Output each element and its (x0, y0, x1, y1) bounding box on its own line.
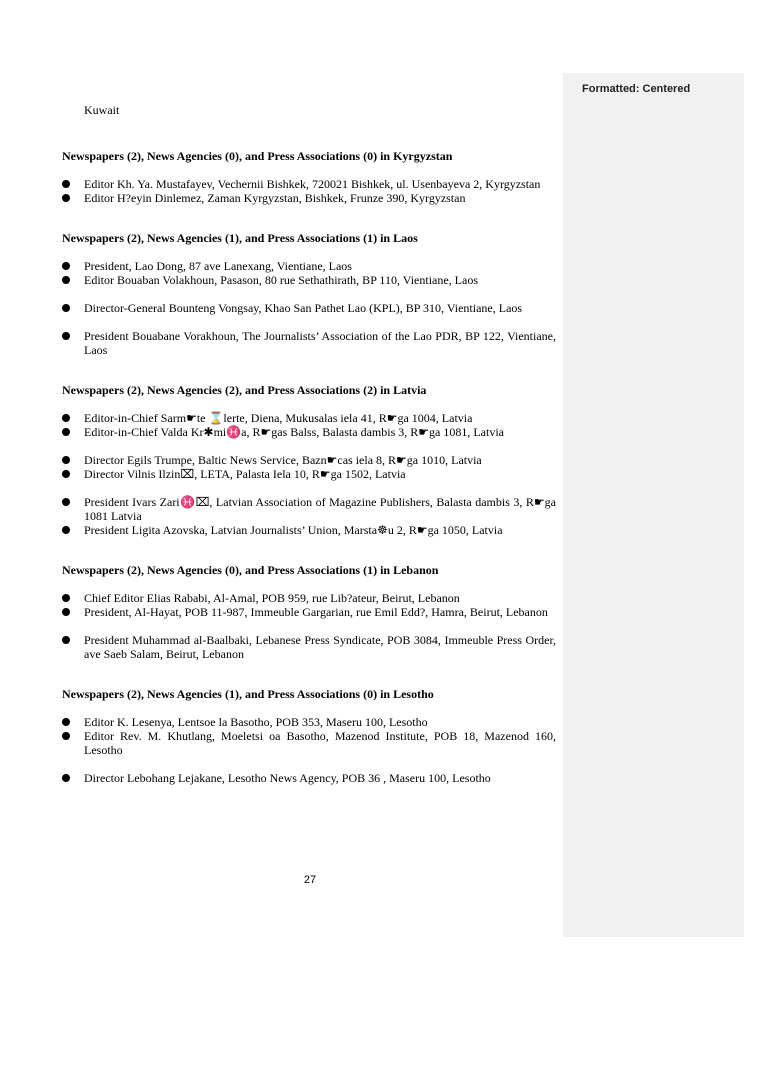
list-item: Editor Bouaban Volakhoun, Pasason, 80 rue Sethathirath, BP 110, Vientiane, Laos (62, 273, 556, 287)
section (62, 687, 556, 785)
section-title: Newspapers (2), News Agencies (0), and Press Associations (1) in Lebanon (62, 563, 439, 577)
entry-group (62, 771, 556, 785)
section (62, 149, 556, 205)
list-item: Editor-in-Chief Valda Kr✱mi♓a, R☛gas Balss, Balasta dambis 3, R☛ga 1081, Latvia (62, 425, 556, 439)
entry-group (62, 301, 556, 315)
entry-group (62, 495, 556, 537)
section-title: Newspapers (2), News Agencies (1), and Press Associations (0) in Lesotho (62, 687, 434, 701)
entry-group (62, 329, 556, 357)
list-item: Editor K. Lesenya, Lentsoe la Basotho, POB 353, Maseru 100, Lesotho (62, 715, 556, 729)
entry-group (62, 591, 556, 619)
list-item: President Bouabane Vorakhoun, The Journalists’ Association of the Lao PDR, BP 122, Vientiane, Laos (62, 329, 556, 357)
comment-pane (563, 73, 744, 937)
list-item: Editor-in-Chief Sarm☛te ⌛lerte, Diena, Mukusalas iela 41, R☛ga 1004, Latvia (62, 411, 556, 425)
page-number: 27 (303, 874, 317, 886)
section-title: Newspapers (2), News Agencies (0), and Press Associations (0) in Kyrgyzstan (62, 149, 453, 163)
entry-group (62, 453, 556, 481)
list-item: President Ligita Azovska, Latvian Journalists’ Union, Marsta☸u 2, R☛ga 1050, Latvia (62, 523, 556, 537)
list-item: President Ivars Zari♓⌧, Latvian Association of Magazine Publishers, Balasta dambis 3, R☛ga 1081 Latvia (62, 495, 556, 523)
list-item: Director-General Bounteng Vongsay, Khao San Pathet Lao (KPL), BP 310, Vientiane, Laos (62, 301, 556, 315)
document-body (62, 103, 556, 811)
section (62, 563, 556, 661)
section-title: Newspapers (2), News Agencies (1), and Press Associations (1) in Laos (62, 231, 418, 245)
section-title: Newspapers (2), News Agencies (2), and Press Associations (2) in Latvia (62, 383, 427, 397)
list-item: President, Al-Hayat, POB 11-987, Immeuble Gargarian, rue Emil Edd?, Hamra, Beirut, Lebanon (62, 605, 556, 619)
list-item: Director Egils Trumpe, Baltic News Service, Bazn☛cas iela 8, R☛ga 1010, Latvia (62, 453, 556, 467)
entry-group (62, 259, 556, 287)
section (62, 383, 556, 537)
entry-group (62, 715, 556, 757)
entry-group (62, 411, 556, 439)
list-item: President, Lao Dong, 87 ave Lanexang, Vientiane, Laos (62, 259, 556, 273)
list-item: Editor Rev. M. Khutlang, Moeletsi oa Basotho, Mazenod Institute, POB 18, Mazenod 160, Lesotho (62, 729, 556, 757)
list-item: Chief Editor Elias Rababi, Al-Amal, POB 959, rue Lib?ateur, Beirut, Lebanon (62, 591, 556, 605)
list-item: Editor Kh. Ya. Mustafayev, Vechernii Bishkek, 720021 Bishkek, ul. Usenbayeva 2, Kyrgyzstan (62, 177, 556, 191)
list-item: Director Vilnis Ilzin⌧, LETA, Palasta Iela 10, R☛ga 1502, Latvia (62, 467, 556, 481)
entry-group (62, 177, 556, 205)
list-item: Editor H?eyin Dinlemez, Zaman Kyrgyzstan, Bishkek, Frunze 390, Kyrgyzstan (62, 191, 556, 205)
sections-container (62, 149, 556, 785)
list-item: President Muhammad al-Baalbaki, Lebanese Press Syndicate, POB 3084, Immeuble Press Order, ave Saeb Salam, Beirut, Lebanon (62, 633, 556, 661)
entry-group (62, 633, 556, 661)
list-item: Director Lebohang Lejakane, Lesotho News Agency, POB 36 , Maseru 100, Lesotho (62, 771, 556, 785)
section (62, 231, 556, 357)
comment-pane-label: Formatted: Centered (582, 83, 691, 95)
lead-country: Kuwait (84, 103, 120, 117)
